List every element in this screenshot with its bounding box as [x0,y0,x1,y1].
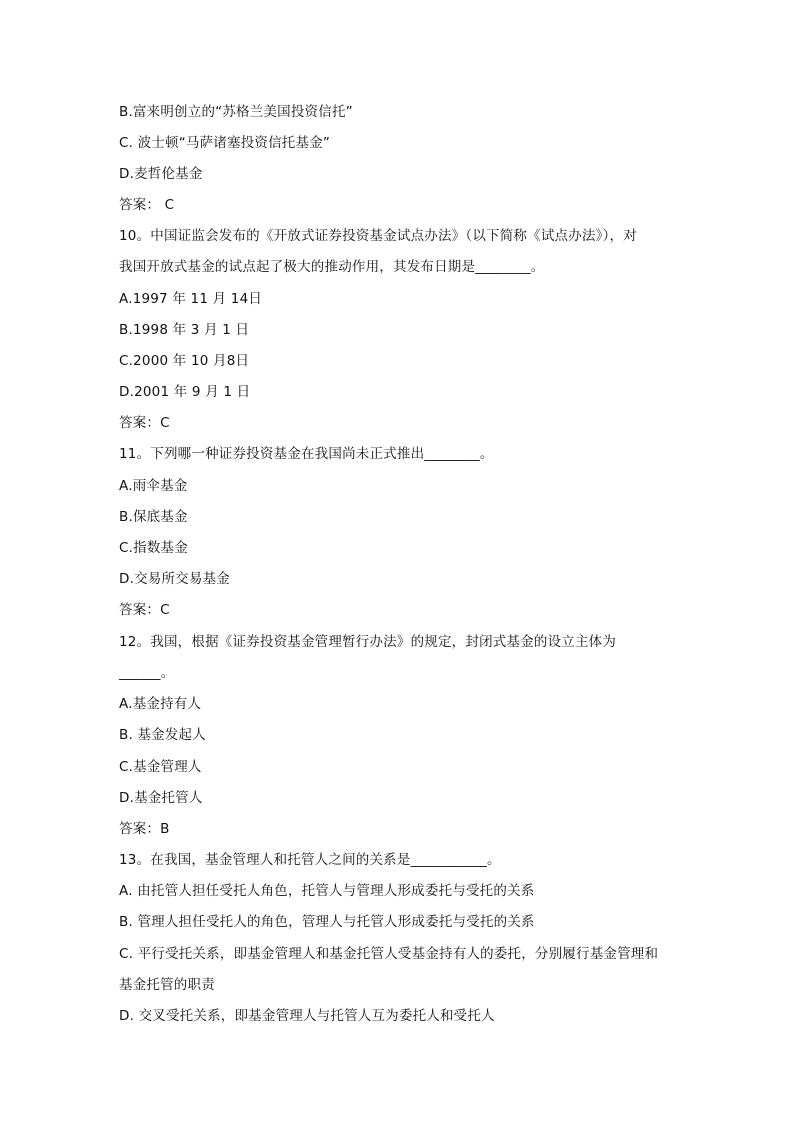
option-line: 基金托管的职责 [119,977,215,993]
option-line: C. 平行受托关系，即基金管理人和基金托管人受基金持有人的委托，分别履行基金管理和 [119,946,659,962]
option-line: C. 波士顿“马萨诸塞投资信托基金” [119,135,331,151]
option-line: C.指数基金 [119,540,188,556]
option-line: D.交易所交易基金 [119,571,230,587]
question-text: 12。我国，根据《证券投资基金管理暂行办法》的规定，封闭式基金的设立主体为 [119,634,617,650]
question-text: 11。下列哪一种证券投资基金在我国尚未正式推出________。 [119,446,494,462]
option-line: D.麦哲伦基金 [119,166,203,182]
answer-line: 答案：B [119,821,170,837]
option-line: A. 由托管人担任受托人角色，托管人与管理人形成委托与受托的关系 [119,883,535,899]
option-line: B.1998 年 3 月 1 日 [119,322,250,338]
question-text: 10。中国证监会发布的《开放式证券投资基金试点办法》（以下简称《试点办法》），对 [119,228,637,244]
option-line: A.雨伞基金 [119,478,188,494]
question-text: 13。在我国，基金管理人和托管人之间的关系是___________。 [119,852,501,868]
option-line: A.1997 年 11 月 14日 [119,291,263,307]
answer-line: 答案：C [119,602,170,618]
option-line: A.基金持有人 [119,696,202,712]
option-line: C.基金管理人 [119,759,202,775]
option-line: D.基金托管人 [119,790,203,806]
option-line: C.2000 年 10 月8日 [119,353,250,369]
answer-line: 答案： C [119,197,175,213]
question-text: ______。 [119,665,175,681]
option-line: B.富来明创立的“苏格兰美国投资信托” [119,104,353,120]
question-text: 我国开放式基金的试点起了极大的推动作用，其发布日期是________。 [119,259,545,275]
option-line: D.2001 年 9 月 1 日 [119,384,251,400]
option-line: D. 交叉受托关系，即基金管理人与托管人互为委托人和受托人 [119,1008,495,1024]
option-line: B. 基金发起人 [119,727,206,743]
answer-line: 答案：C [119,415,170,431]
option-line: B. 管理人担任受托人的角色，管理人与托管人形成委托与受托的关系 [119,914,535,930]
option-line: B.保底基金 [119,509,188,525]
